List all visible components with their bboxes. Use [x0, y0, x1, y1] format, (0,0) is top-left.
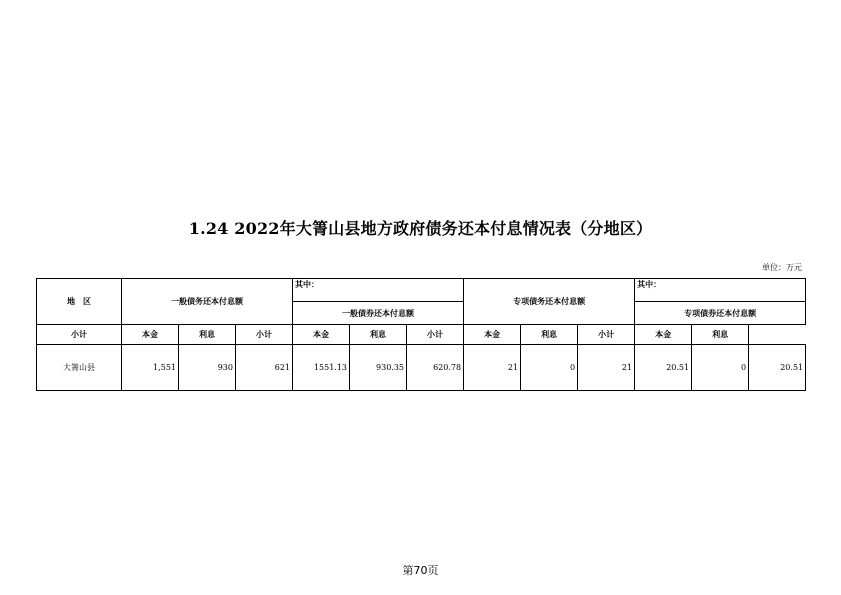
value-cell: 930 [179, 345, 236, 391]
page-title: 1.24 2022年大箐山县地方政府债务还本付息情况表（分地区） [188, 219, 653, 238]
special-debt-header: 专项债务还本付息额 [464, 279, 635, 325]
special-interest-header: 利息 [521, 325, 578, 345]
special-bond-subtotal-header: 小计 [578, 325, 635, 345]
value-cell: 0 [692, 345, 749, 391]
special-among-label: 其中： [635, 279, 806, 302]
region-cell: 大箐山县 [37, 345, 122, 391]
value-cell: 621 [236, 345, 293, 391]
value-cell: 0 [521, 345, 578, 391]
unit-label: 单位：万元 [762, 263, 802, 272]
value-cell: 930.35 [350, 345, 407, 391]
general-principal-header: 本金 [122, 325, 179, 345]
region-header: 地 区 [37, 279, 122, 325]
header-row-1 [37, 279, 806, 302]
special-principal-header: 本金 [464, 325, 521, 345]
general-interest-header: 利息 [179, 325, 236, 345]
value-cell: 1,551 [122, 345, 179, 391]
special-bond-interest-header: 利息 [692, 325, 749, 345]
general-subtotal-header: 小计 [37, 325, 122, 345]
general-bond-header: 一般债券还本付息额 [293, 302, 464, 325]
special-bond-header: 专项债券还本付息额 [635, 302, 806, 325]
special-subtotal-header: 小计 [407, 325, 464, 345]
value-cell: 620.78 [407, 345, 464, 391]
general-bond-subtotal-header: 小计 [236, 325, 293, 345]
general-among-label: 其中： [293, 279, 464, 302]
value-cell: 1551.13 [293, 345, 350, 391]
general-bond-principal-header: 本金 [293, 325, 350, 345]
value-cell: 21 [578, 345, 635, 391]
header-row-3 [37, 325, 806, 345]
general-bond-interest-header: 利息 [350, 325, 407, 345]
general-debt-header: 一般债务还本付息额 [122, 279, 293, 325]
special-bond-principal-header: 本金 [635, 325, 692, 345]
table-row [37, 345, 806, 391]
page-number: 第70页 [402, 564, 439, 577]
value-cell: 20.51 [749, 345, 806, 391]
value-cell: 20.51 [635, 345, 692, 391]
value-cell: 21 [464, 345, 521, 391]
debt-table [36, 278, 806, 391]
